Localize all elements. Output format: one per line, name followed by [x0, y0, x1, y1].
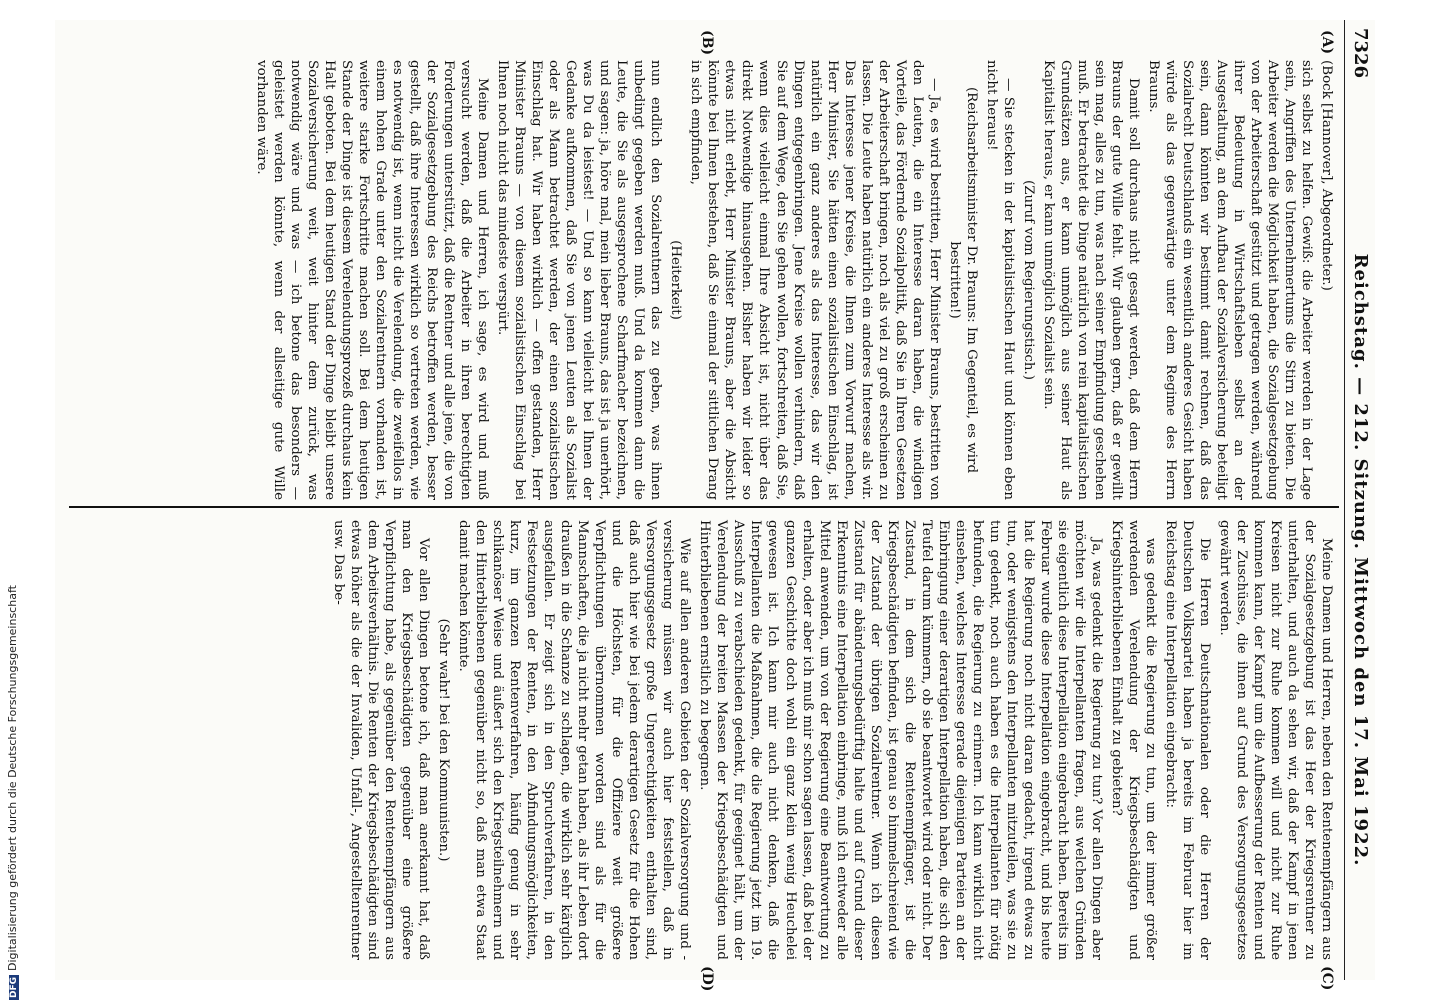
page-number: 7326 [1350, 28, 1371, 79]
credit-text: Digitalisierung gefördert durch die Deutsche Forschungsgemeinschaft [6, 585, 19, 971]
paragraph: Damit soll durchaus nicht gesagt werden, daß dem Herrn Brauns der gute Wille fehlt. Wir glauben gern, daß er gewillt sein mag, alles zu tun, was nach seiner Empfindung geschehen muß. Er betrachtet die Dinge natürlich von rein kapitalistischen Grundsätzen aus, er kann unmöglich aus seiner Haut als Kapitalist heraus, er kann unmöglich Sozialist sein. [1040, 60, 1141, 500]
paragraph: nun endlich den Sozialrentnern das zu geben, was ihnen unbedingt gegeben werden muß. Und da kommen dann die Leute, die Sie als ausgesprochene Scharfmacher bezeichnen, und sagen: ja, höre mal, mein lieber Brauns, das ist ja unerhört, was Du da leistest! — Und so kann vielleicht bei Ihnen der Gedanke aufkommen, daß Sie von jenen Leuten als Sozialist oder als Mann betrachtet werden, der einen sozialistischen Einschlag hat. Wir haben wirklich — offen gestanden, Herr Minister Brauns — von diesem sozialistischen Einschlag bei Ihnen noch nicht das mindeste verspürt. [495, 60, 664, 500]
paragraph: Meine Damen und Herren, neben den Rentenempfängern aus der Sozialgesetzgebung ist das Heer der Kriegsrentner zu unterhalten, und auch da sehen wir, daß der Kampf in jenen Kreisen nicht zur Ruhe kommen will und nicht zur Ruhe kommen kann, der Kampf um die Aufbesserung der Renten und der Zuschüsse, die ihnen auf Grund des Versorgungsgesetzes gewährt werden. [1216, 520, 1334, 960]
paragraph: Meine Damen und Herren, ich sage, es wird und muß versucht werden, daß die Arbeiter in ihren berechtigten Forderungen unterstützt, daß die Rentner und alle jene, die von der Sozialgesetzgebung des Reichs betroffen werden, besser gestellt, daß ihre Interessen wirklich so vertreten werden, wie es notwendig ist, wenn nicht die Verelendung, die zweifellos in einem hohen Grade unter den Sozialrentnern vorhanden ist, weitere starke Fortschritte machen soll. Bei dem heutigen Stande der Dinge ist diesem Verelendungsprozeß durchaus kein Halt geboten. Bei dem heutigen Stand der Dinge bleibt unsere Sozialversicherung weit, weit hinter dem zurück, was notwendig wäre und was — ich betone das besonders — geleistet werden könnte, wenn der allseitige gute Wille vorhanden wäre. [254, 60, 491, 500]
page-header [1344, 20, 1375, 980]
margin-marker-b: (B) [699, 30, 715, 56]
dfg-logo: DFG [9, 976, 19, 998]
paragraph: Vor allen Dingen betone ich, daß man anerkannt hat, daß man den Kriegsbeschädigten gegenüber eine größere Verpflichtung habe, als gegenüber den Rentenempfängern aus dem Arbeitsverhältnis. Die Renten der Kriegsbeschädigten sind etwas höher als die der Invaliden, Unfall-, Angestelltenrentner usw. Das be- [331, 520, 432, 960]
interjection: (Reichsarbeitsminister Dr. Brauns: Im Gegenteil, es wird bestritten!) [946, 86, 979, 474]
paragraph: Wie auf allen anderen Gebieten der Sozialversorgung und -versicherung müssen wir auch hier feststellen, daß in Versorgungsgesetz große Ungerechtigkeiten enthalten sind, daß auch hier wie bei jedem derartigen Gesetz für die Hohen und die Höchsten, für die Offiziere weit größere Verpflichtungen übernommen worden sind als für die Mannschaften, die ja nicht mehr getan haben, als ihr Leben dort draußen in die Schanze zu schlagen, die wirklich sehr kärglich ausgefallen. Er zeigt sich in den Spruchverfahren, in den Festsetzungen der Renten, in den Abfindungsmöglichkeiten, kurz, im ganzen Rentenverfahren, häufig genug in sehr schikanöser Weise und äußert sich den Kriegsteilnehmern und den Hinterbliebenen gegenüber nicht so, daß man etwa Staat damit machen könnte. [456, 520, 693, 960]
interjection: (Heiterkeit) [668, 240, 684, 320]
margin-marker-d: (D) [699, 966, 715, 992]
digitisation-credit [6, 580, 20, 1000]
paragraph: — Sie stecken in der kapitalistischen Haut und können eben nicht heraus! [983, 60, 1016, 500]
column-divider [69, 506, 1339, 508]
interjection: (Sehr wahr! bei den Kommunisten.) [436, 618, 452, 862]
left-column [85, 60, 1335, 500]
margin-marker-c: (C) [1319, 966, 1335, 991]
paragraph: Ja, was gedenkt die Regierung zu tun? Vor allen Dingen aber möchten wir die Interpellanten fragen, aus welchen Gründen sie eigentlich diese Interpellation eingebracht haben. Bereits im Februar wurde diese Interpellation eingebracht, und bis heute hat die Regierung noch nicht daran gedacht, irgend etwas zu tun, oder wenigstens den Interpellanten mitzuteilen, was sie zu tun gedenkt, noch auch haben es die Interpellanten für nötig befunden, die Regierung zu erinnern. Ich kann wirklich nicht einsehen, welches Interesse gerade diejenigen Parteien an der Einbringung einer derartigen Interpellation haben, die sich den Teufel darum kümmern, ob sie beantwortet wird oder nicht. Der Zustand, in dem sich die Rentenempfänger, ist die Kriegsbeschädigten befinden, ist genau so himmelschreiend wie der Zustand der übrigen Sozialrentner. Wenn ich diesen Zustand für abänderungsbedürftig halte und auf Grund dieser Erkenntnis eine Interpellation einbringe, muß ich entweder alle Mittel anwenden, um von der Regierung eine Beantwortung zu erhalten, oder aber ich muß mir schon sagen lassen, daß bei der ganzen Geschichte doch wohl ein ganz klein wenig Heuchelei gewesen ist. Ich kann mir auch nicht denken, daß die Interpellanten die Maßnahmen, die die Regierung jetzt im 19. Ausschuß zu verabschieden gedenkt, für geeignet hält, um der Verelendung der breiten Massen der Kriegsbeschädigten und Hinterbliebenen ernstlich zu begegnen. [697, 520, 1104, 960]
paragraph: was gedenkt die Regierung zu tun, um der immer größer werdenden Verelendung der Kriegsbeschädigten und Kriegshinterbliebenen Einhalt zu gebieten? [1108, 520, 1158, 960]
margin-marker-a: (A) [1319, 30, 1335, 55]
paragraph: sich selbst zu helfen. Gewiß: die Arbeiter werden in der Lage sein, Angriffen des Unternehmertums die Stirn zu bieten. Die Arbeiter werden die Möglichkeit haben, die Sozialgesetzgebung von der Arbeiterschaft gestützt und getragen werden, während ihrer Bedeutung in Wirtschaftsleben selbst an der Ausgestaltung, an dem Aufbau der Sozialversicherung beteiligt sein, dann könnten wir bestimmt damit rechnen, daß das Sozialrecht Deutschlands ein wesentlich anderes Gesicht haben würde als das gegenwärtige unter dem Regime des Herrn Brauns. [1145, 60, 1314, 500]
paragraph: — Ja, es wird bestritten, Herr Minister Brauns, bestritten von den Leuten, die ein Interesse daran haben, die windigen Vorteile, das Fördernde Sozialpolitik, daß Sie in Ihren Gesetzen der Arbeiterschaft bringen, noch als viel zu groß erscheinen zu lassen. Die Leute haben natürlich ein anderes Interesse als wir. Das Interesse jener Kreise, die Ihnen zum Vorwurf machen, Herr Minister, Sie hätten einen sozialistischen Einschlag, ist natürlich ein ganz anderes als das Interesse, das wir den Dingen entgegenbringen. Jene Kreise wollen verhindern, daß Sie auf dem Wege, den Sie gehen wollen, fortschreiten, daß Sie, wenn dies vielleicht einmal Ihre Absicht ist, nicht über das direkt Notwendige hinausgehen. Bisher haben wir leider so etwas nicht erlebt, Herr Minister Brauns, aber die Absicht könnte bei Ihnen bestehen, daß Sie einmal der sittlichen Drang in sich empfinden, [688, 60, 942, 500]
right-column [85, 520, 1335, 960]
paragraph: (Bock [Hannover], Abgeordneter.) [1319, 60, 1334, 291]
paragraph: Die Herren Deutschnationalen oder die Herren der Deutschen Volkspartei haben ja bereits im Februar hier im Reichstag eine Interpellation eingebracht: [1162, 520, 1212, 960]
rotated-page [55, 20, 1375, 992]
interjection: (Zuruf vom Regierungstisch.) [1020, 180, 1036, 380]
running-title: Reichstag. — 212. Sitzung. Mittwoch den 17. Mai 1922. [1350, 253, 1371, 867]
